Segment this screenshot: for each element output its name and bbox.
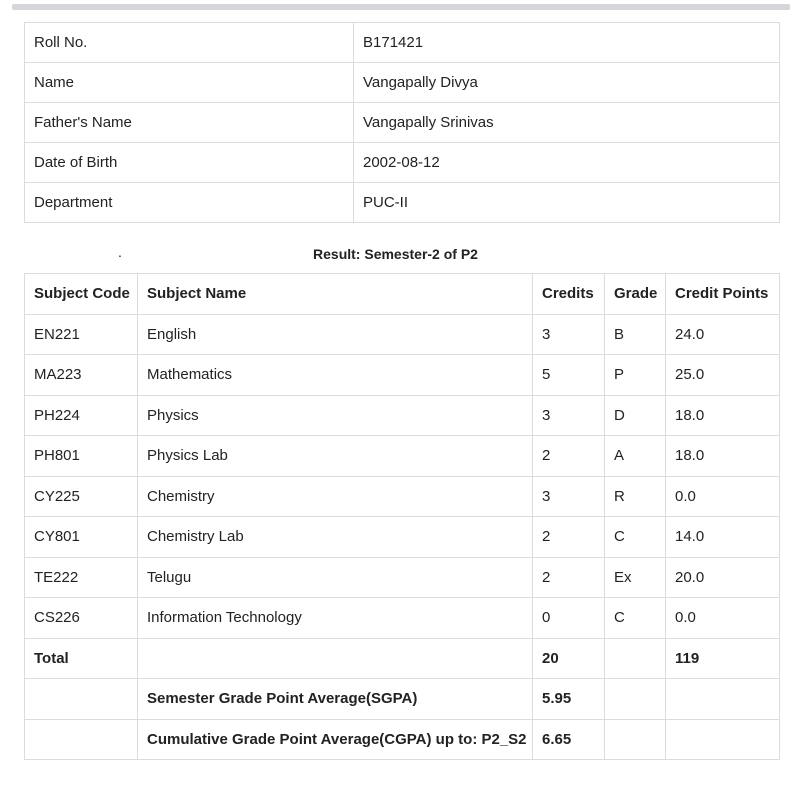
grade: B (605, 314, 666, 355)
subject-name: Telugu (138, 557, 533, 598)
credit-points: 0.0 (666, 476, 780, 517)
stray-dot: . (118, 244, 122, 260)
cgpa-value: 6.65 (533, 719, 605, 760)
name-label: Name (25, 63, 354, 103)
credits: 3 (533, 395, 605, 436)
credits: 2 (533, 517, 605, 558)
table-row (25, 557, 780, 598)
grades-table (24, 273, 780, 760)
total-label: Total (25, 638, 138, 679)
father-name-value: Vangapally Srinivas (354, 103, 780, 143)
credits: 2 (533, 436, 605, 477)
grade: P (605, 355, 666, 396)
subject-code: CY225 (25, 476, 138, 517)
credit-points: 14.0 (666, 517, 780, 558)
department-value: PUC-II (354, 183, 780, 223)
roll-no-label: Roll No. (25, 23, 354, 63)
empty-cell (25, 679, 138, 720)
header-subject-code: Subject Code (25, 274, 138, 315)
name-value: Vangapally Divya (354, 63, 780, 103)
department-label: Department (25, 183, 354, 223)
subject-name: Chemistry (138, 476, 533, 517)
student-info-table (24, 22, 780, 223)
cgpa-row (25, 719, 780, 760)
table-header-row (25, 274, 780, 315)
dob-label: Date of Birth (25, 143, 354, 183)
header-credits: Credits (533, 274, 605, 315)
grade: C (605, 598, 666, 639)
credit-points: 18.0 (666, 395, 780, 436)
subject-code: PH801 (25, 436, 138, 477)
roll-no-value: B171421 (354, 23, 780, 63)
credits: 3 (533, 476, 605, 517)
father-name-label: Father's Name (25, 103, 354, 143)
total-credits: 20 (533, 638, 605, 679)
credits: 2 (533, 557, 605, 598)
grade: D (605, 395, 666, 436)
empty-cell (605, 638, 666, 679)
empty-cell (605, 719, 666, 760)
subject-name: Chemistry Lab (138, 517, 533, 558)
grade: C (605, 517, 666, 558)
sgpa-label: Semester Grade Point Average(SGPA) (138, 679, 533, 720)
empty-cell (666, 679, 780, 720)
credits: 0 (533, 598, 605, 639)
subject-code: TE222 (25, 557, 138, 598)
sgpa-value: 5.95 (533, 679, 605, 720)
top-scroll-bar (12, 4, 790, 10)
credits: 5 (533, 355, 605, 396)
table-row (25, 143, 780, 183)
table-row (25, 436, 780, 477)
dob-value: 2002-08-12 (354, 143, 780, 183)
credits: 3 (533, 314, 605, 355)
table-row (25, 355, 780, 396)
result-title: Result: Semester-2 of P2 (313, 246, 478, 262)
subject-name: Physics (138, 395, 533, 436)
subject-name: Physics Lab (138, 436, 533, 477)
header-grade: Grade (605, 274, 666, 315)
empty-cell (25, 719, 138, 760)
table-row (25, 23, 780, 63)
table-row (25, 314, 780, 355)
total-credit-points: 119 (666, 638, 780, 679)
credit-points: 24.0 (666, 314, 780, 355)
sgpa-row (25, 679, 780, 720)
subject-name: English (138, 314, 533, 355)
header-subject-name: Subject Name (138, 274, 533, 315)
subject-code: EN221 (25, 314, 138, 355)
grade: Ex (605, 557, 666, 598)
subject-code: CS226 (25, 598, 138, 639)
empty-cell (666, 719, 780, 760)
grade: A (605, 436, 666, 477)
empty-cell (138, 638, 533, 679)
table-row (25, 183, 780, 223)
subject-name: Mathematics (138, 355, 533, 396)
total-row (25, 638, 780, 679)
credit-points: 25.0 (666, 355, 780, 396)
credit-points: 0.0 (666, 598, 780, 639)
subject-code: PH224 (25, 395, 138, 436)
subject-code: CY801 (25, 517, 138, 558)
grade: R (605, 476, 666, 517)
table-row (25, 63, 780, 103)
header-credit-points: Credit Points (666, 274, 780, 315)
table-row (25, 476, 780, 517)
table-row (25, 598, 780, 639)
subject-name: Information Technology (138, 598, 533, 639)
table-row (25, 395, 780, 436)
credit-points: 18.0 (666, 436, 780, 477)
table-row (25, 517, 780, 558)
table-row (25, 103, 780, 143)
empty-cell (605, 679, 666, 720)
subject-code: MA223 (25, 355, 138, 396)
cgpa-label: Cumulative Grade Point Average(CGPA) up to: P2_S2 (138, 719, 533, 760)
credit-points: 20.0 (666, 557, 780, 598)
